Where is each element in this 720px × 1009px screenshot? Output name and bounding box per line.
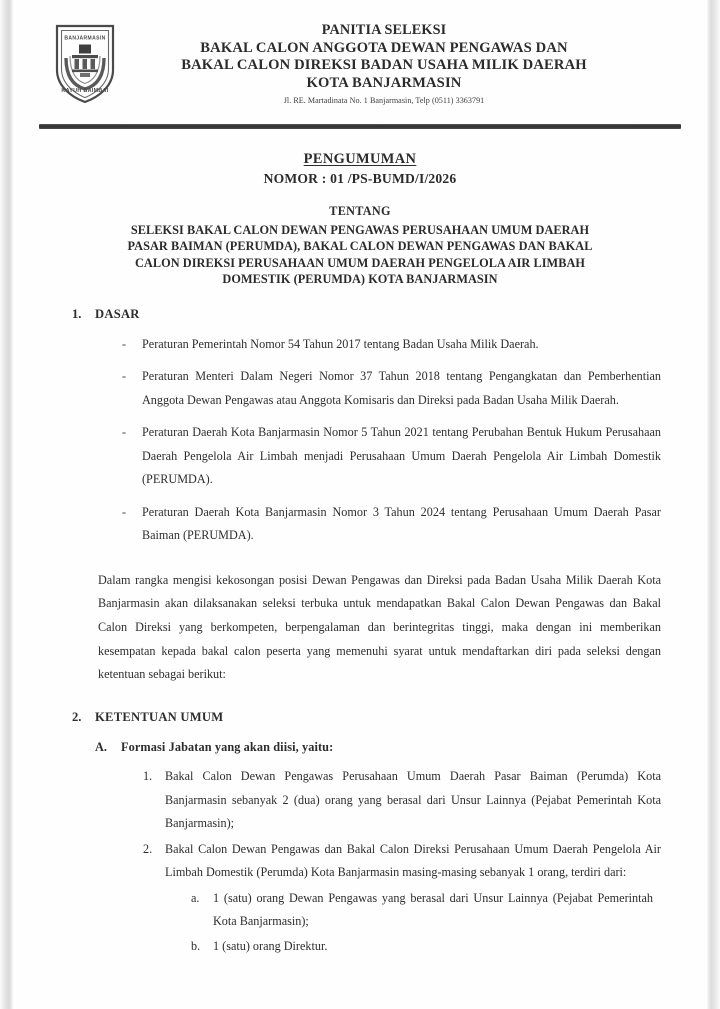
list-item-text: 1 (satu) orang Dewan Pengawas yang berasal dari Unsur Lainnya (Pejabat Pemerintah Kota Banjarmasin); xyxy=(213,890,653,929)
section-2-title: KETENTUAN UMUM xyxy=(95,710,224,725)
announcement-title-block xyxy=(13,151,707,288)
list-item xyxy=(13,887,707,934)
bullet-dash-icon: - xyxy=(122,425,127,440)
intro-paragraph: Dalam rangka mengisi kekosongan posisi Dewan Pengawas dan Direksi pada Badan Usaha Milik Daerah Kota Banjarmasin akan dilaksanakan seleksi terbuka untuk mendapatkan Bakal Calon Dewan Pengawas dan Bakal Calon Direksi yang berkompeten, berpengalaman dan berintegritas tinggi, maka dengan ini memberikan kesempatan kepada bakal calon peserta yang memenuhi syarat untuk mendaftarkan diri pada seleksi dengan ketentuan sebagai berikut: xyxy=(98,572,661,682)
subsection-a-mark: A. xyxy=(95,740,107,755)
list-item-text: Bakal Calon Dewan Pengawas dan Bakal Calon Direksi Perusahaan Umum Daerah Pengelola Air Limbah Domestik (Perumda) Kota Banjarmasin masing-masing sebanyak 1 orang, terdiri dari: xyxy=(165,841,661,880)
subject-line-1: SELEKSI BAKAL CALON DEWAN PENGAWAS PERUSAHAAN UMUM DAERAH xyxy=(130,223,590,237)
page-left-edge-shadow xyxy=(0,0,13,1009)
bullet-dash-icon: - xyxy=(122,336,127,351)
bullet-dash-icon: - xyxy=(122,504,127,519)
svg-text:KAYUH BAIMBAI: KAYUH BAIMBAI xyxy=(61,88,109,94)
letterhead xyxy=(13,0,707,118)
list-item-letter: b. xyxy=(191,938,201,953)
letterhead-text-block xyxy=(41,22,679,107)
formasi-jabatan-list xyxy=(13,765,707,958)
subject-line-3: CALON DIREKSI PERUSAHAAN UMUM DAERAH PENGELOLA AIR LIMBAH xyxy=(134,255,586,270)
dasar-item-text: Peraturan Pemerintah Nomor 54 Tahun 2017 tentang Badan Usaha Milik Daerah. xyxy=(142,336,539,351)
formasi-jabatan-sublist xyxy=(13,887,707,959)
page-right-edge-shadow xyxy=(707,0,720,1009)
tentang-label: TENTANG xyxy=(329,204,391,218)
subject-line-4: DOMESTIK (PERUMDA) KOTA BANJARMASIN xyxy=(222,272,498,287)
list-item-number: 1. xyxy=(143,769,153,784)
dasar-item-text: Peraturan Menteri Dalam Negeri Nomor 37 Tahun 2018 tentang Pengangkatan dan Pemberhentian Anggota Dewan Pengawas atau Anggota Komisaris dan Direksi pada Badan Usaha Milik Daerah. xyxy=(142,369,661,407)
banjarmasin-city-emblem-icon xyxy=(51,22,119,106)
section-2-number: 2. xyxy=(72,710,82,725)
list-item xyxy=(13,765,707,836)
dasar-item-text: Peraturan Daerah Kota Banjarmasin Nomor 3 Tahun 2024 tentang Perusahaan Umum Daerah Pasar Baiman (PERUMDA). xyxy=(142,504,661,543)
section-dasar-heading xyxy=(13,306,707,323)
page-title: PENGUMUMAN xyxy=(303,151,417,167)
list-item xyxy=(13,421,707,492)
list-item xyxy=(13,365,707,412)
letterhead-divider-rule xyxy=(39,124,681,129)
dasar-list xyxy=(13,333,707,548)
list-item xyxy=(13,501,707,548)
letterhead-line-4: KOTA BANJARMASIN xyxy=(306,74,462,91)
list-item-number: 2. xyxy=(143,841,153,856)
list-item xyxy=(13,333,707,357)
letterhead-line-3: BAKAL CALON DIREKSI BADAN USAHA MILIK DAERAH xyxy=(181,57,587,74)
document-page-body xyxy=(13,0,707,1009)
document-body xyxy=(13,306,707,959)
svg-text:BANJARMASIN: BANJARMASIN xyxy=(64,35,106,42)
letterhead-address: Jl. RE. Martadinata No. 1 Banjarmasin, Telp (0511) 3363791 xyxy=(283,95,485,105)
list-item xyxy=(13,838,707,885)
section-1-title: DASAR xyxy=(95,306,140,321)
list-item-text: Bakal Calon Dewan Pengawas Perusahaan Umum Daerah Pasar Baiman (Perumda) Kota Banjarmasin sebanyak 2 (dua) orang yang berasal dari Unsur Lainnya (Pejabat Pemerintah Kota Banjarmasin); xyxy=(165,769,661,831)
letterhead-line-2: BAKAL CALON ANGGOTA DEWAN PENGAWAS DAN xyxy=(200,39,568,56)
list-item-letter: a. xyxy=(191,890,200,905)
section-ketentuan-umum-heading xyxy=(13,709,707,726)
document-number: NOMOR : 01 /PS-BUMD/I/2026 xyxy=(263,171,457,186)
subsection-a-heading xyxy=(13,739,707,756)
dasar-item-text: Peraturan Daerah Kota Banjarmasin Nomor 5 Tahun 2021 tentang Perubahan Bentuk Hukum Perusahaan Daerah Pengelola Air Limbah menjadi Perusahaan Umum Daerah Pengelola Air Limbah Domestik (PERUMDA). xyxy=(142,425,661,487)
section-1-number: 1. xyxy=(72,306,82,321)
list-item-text: 1 (satu) orang Direktur. xyxy=(213,938,328,953)
subject-block xyxy=(13,222,707,288)
subsection-a-title: Formasi Jabatan yang akan diisi, yaitu: xyxy=(121,740,334,755)
subject-line-2: PASAR BAIMAN (PERUMDA), BAKAL CALON DEWAN PENGAWAS DAN BAKAL xyxy=(127,239,593,254)
letterhead-line-1: PANITIA SELEKSI xyxy=(321,22,447,38)
bullet-dash-icon: - xyxy=(122,369,127,384)
list-item xyxy=(13,935,707,959)
